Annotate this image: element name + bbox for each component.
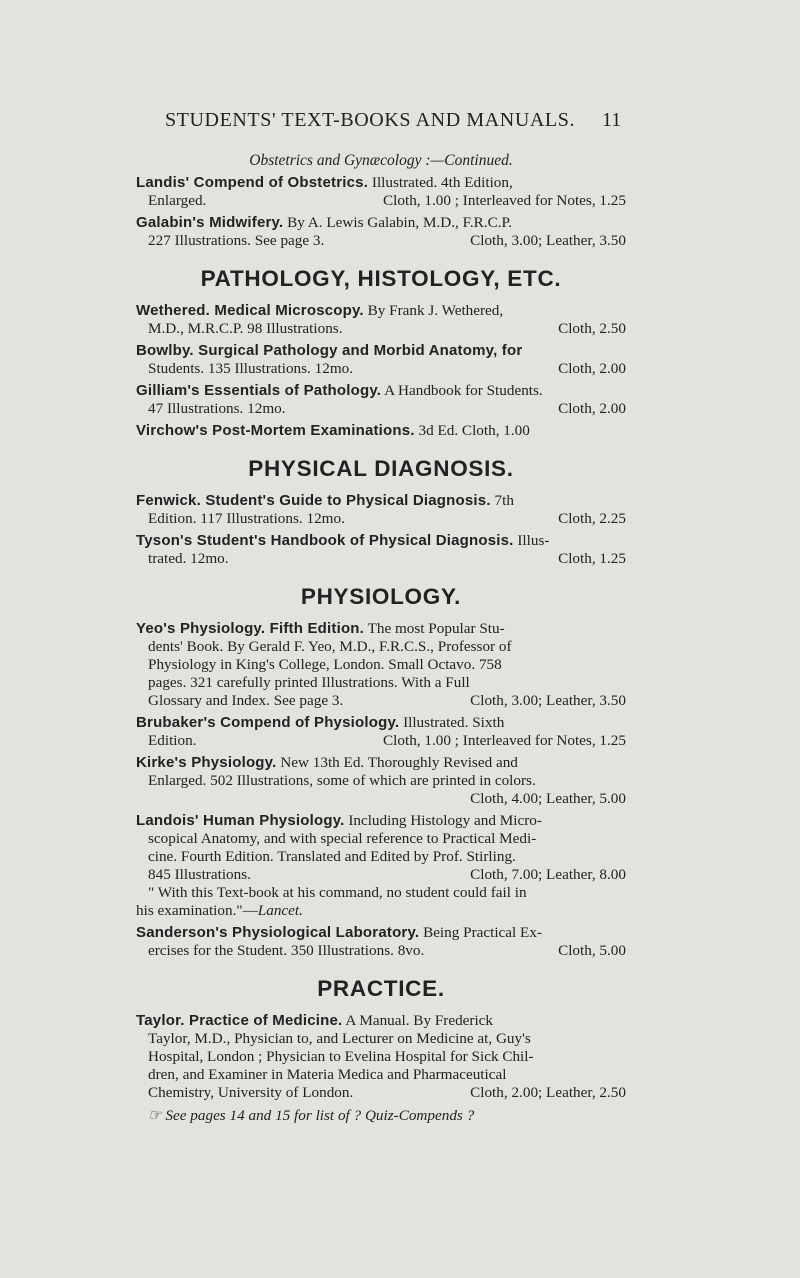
review-quote: " With this Text-book at his command, no student could fail in bbox=[148, 884, 527, 901]
list-item bbox=[136, 1012, 626, 1102]
entry-line bbox=[136, 192, 626, 210]
entry-title: Virchow's Post-Mortem Examinations. bbox=[136, 422, 415, 439]
entry-title: Fenwick. Student's Guide to Physical Diagnosis. bbox=[136, 492, 491, 509]
entry-line bbox=[136, 692, 626, 710]
entry-title: Taylor. Practice of Medicine. bbox=[136, 1012, 343, 1029]
entry-line bbox=[136, 232, 626, 250]
entry-line: Physiology in King's College, London. Small Octavo. 758 bbox=[148, 656, 502, 673]
entry-text: A Manual. By Frederick bbox=[342, 1012, 494, 1029]
entry-text: By A. Lewis Galabin, M.D., F.R.C.P. bbox=[283, 214, 513, 231]
entry-detail: Edition. 117 Illustrations. 12mo. bbox=[148, 510, 345, 527]
entry-title: Tyson's Student's Handbook of Physical Diagnosis. bbox=[136, 532, 514, 549]
entry-text: A Handbook for Students. bbox=[381, 382, 543, 399]
running-title: STUDENTS' TEXT-BOOKS AND MANUALS. bbox=[164, 109, 576, 131]
entry-price: Cloth, 1.25 bbox=[558, 550, 626, 567]
list-item bbox=[136, 382, 626, 418]
entry-text: Illustrated. 4th Edition, bbox=[368, 174, 513, 191]
entry-text: Illus- bbox=[513, 532, 550, 549]
entry-line bbox=[136, 510, 626, 528]
entry-price: Cloth, 2.25 bbox=[558, 510, 626, 527]
entry-line bbox=[136, 942, 626, 960]
list-item bbox=[136, 714, 626, 750]
section-title-pathology: PATHOLOGY, HISTOLOGY, ETC. bbox=[200, 266, 562, 291]
list-item bbox=[136, 174, 626, 210]
entry-text: The most Popular Stu- bbox=[364, 620, 505, 637]
entry-detail: 227 Illustrations. See page 3. bbox=[148, 232, 325, 249]
review-source: Lancet. bbox=[257, 902, 303, 919]
entry-price: Cloth, 3.00; Leather, 3.50 bbox=[470, 232, 626, 249]
entry-title: Landis' Compend of Obstetrics. bbox=[136, 174, 369, 191]
entry-title: Sanderson's Physiological Laboratory. bbox=[136, 924, 420, 941]
list-item bbox=[136, 422, 626, 440]
entry-detail: ercises for the Student. 350 Illustrations. 8vo. bbox=[148, 942, 425, 959]
entry-line: pages. 321 carefully printed Illustrations. With a Full bbox=[148, 674, 470, 691]
entry-price: Cloth, 2.00 bbox=[558, 360, 626, 377]
entry-price: Cloth, 2.50 bbox=[558, 320, 626, 337]
entry-text: Illustrated. Sixth bbox=[399, 714, 505, 731]
entry-text: New 13th Ed. Thoroughly Revised and bbox=[276, 754, 518, 771]
list-item bbox=[136, 532, 626, 568]
entry-line: dren, and Examiner in Materia Medica and Pharmaceutical bbox=[148, 1066, 507, 1083]
entry-line bbox=[136, 360, 626, 378]
entry-detail: Edition. bbox=[148, 732, 197, 749]
list-item bbox=[136, 302, 626, 338]
entry-text: Being Practical Ex- bbox=[419, 924, 542, 941]
section-title-diagnosis: PHYSICAL DIAGNOSIS. bbox=[248, 456, 514, 481]
entry-detail: 47 Illustrations. 12mo. bbox=[148, 400, 286, 417]
entry-price: Cloth, 7.00; Leather, 8.00 bbox=[470, 866, 626, 883]
entry-title: Brubaker's Compend of Physiology. bbox=[136, 714, 400, 731]
entry-line: Taylor, M.D., Physician to, and Lecturer on Medicine at, Guy's bbox=[148, 1030, 531, 1047]
entry-line bbox=[136, 732, 626, 750]
entry-line bbox=[136, 790, 626, 808]
entry-detail: Enlarged. bbox=[148, 192, 207, 209]
section-title-physiology: PHYSIOLOGY. bbox=[300, 584, 462, 609]
entry-line bbox=[136, 550, 626, 568]
review-quote-end bbox=[136, 902, 626, 920]
review-quote-text: his examination."— bbox=[136, 902, 258, 919]
entry-line: Enlarged. 502 Illustrations, some of which are printed in colors. bbox=[148, 772, 536, 789]
entry-line: cine. Fourth Edition. Translated and Edited by Prof. Stirling. bbox=[148, 848, 516, 865]
entry-detail: Glossary and Index. See page 3. bbox=[148, 692, 344, 709]
entry-detail: 845 Illustrations. bbox=[148, 866, 251, 883]
entry-price: Cloth, 2.00; Leather, 2.50 bbox=[470, 1084, 626, 1101]
obstetrics-subhead: Obstetrics and Gynæcology :—Continued. bbox=[249, 152, 513, 169]
entry-title: Kirke's Physiology. bbox=[136, 754, 277, 771]
entry-line: dents' Book. By Gerald F. Yeo, M.D., F.R.C.S., Professor of bbox=[148, 638, 512, 655]
entry-line: scopical Anatomy, and with special reference to Practical Medi- bbox=[148, 830, 537, 847]
entry-line bbox=[136, 320, 626, 338]
entry-title: Galabin's Midwifery. bbox=[136, 214, 284, 231]
entry-text: 3d Ed. Cloth, 1.00 bbox=[414, 422, 530, 439]
entry-title: Wethered. Medical Microscopy. bbox=[136, 302, 364, 319]
entry-price: Cloth, 1.00 ; Interleaved for Notes, 1.25 bbox=[383, 732, 626, 749]
entry-price: Cloth, 5.00 bbox=[558, 942, 626, 959]
entry-detail: trated. 12mo. bbox=[148, 550, 229, 567]
entry-line: Hospital, London ; Physician to Evelina Hospital for Sick Chil- bbox=[148, 1048, 534, 1065]
footer-note: ☞ See pages 14 and 15 for list of ? Quiz-Compends ? bbox=[148, 1107, 475, 1124]
list-item bbox=[136, 754, 626, 808]
entry-title: Bowlby. Surgical Pathology and Morbid Anatomy, for bbox=[136, 342, 523, 359]
entry-detail: M.D., M.R.C.P. 98 Illustrations. bbox=[148, 320, 343, 337]
list-item bbox=[136, 924, 626, 960]
list-item bbox=[136, 620, 626, 710]
entry-price: Cloth, 2.00 bbox=[558, 400, 626, 417]
entry-title: Gilliam's Essentials of Pathology. bbox=[136, 382, 382, 399]
list-item bbox=[136, 214, 626, 250]
entry-line bbox=[136, 1084, 626, 1102]
entry-text: 7th bbox=[490, 492, 514, 509]
entry-detail: Chemistry, University of London. bbox=[148, 1084, 354, 1101]
entry-detail: Students. 135 Illustrations. 12mo. bbox=[148, 360, 354, 377]
list-item bbox=[136, 492, 626, 528]
entry-text: Including Histology and Micro- bbox=[344, 812, 542, 829]
list-item bbox=[136, 342, 626, 378]
page-content bbox=[136, 152, 626, 1125]
page-number: 11 bbox=[602, 109, 622, 131]
entry-line bbox=[136, 866, 626, 884]
entry-price: Cloth, 1.00 ; Interleaved for Notes, 1.25 bbox=[383, 192, 626, 209]
entry-price: Cloth, 4.00; Leather, 5.00 bbox=[470, 790, 626, 807]
entry-text: By Frank J. Wethered, bbox=[363, 302, 504, 319]
list-item bbox=[136, 812, 626, 920]
section-title-practice: PRACTICE. bbox=[317, 976, 445, 1001]
entry-title: Yeo's Physiology. Fifth Edition. bbox=[136, 620, 365, 637]
entry-title: Landois' Human Physiology. bbox=[136, 812, 345, 829]
entry-price: Cloth, 3.00; Leather, 3.50 bbox=[470, 692, 626, 709]
entry-line bbox=[136, 400, 626, 418]
